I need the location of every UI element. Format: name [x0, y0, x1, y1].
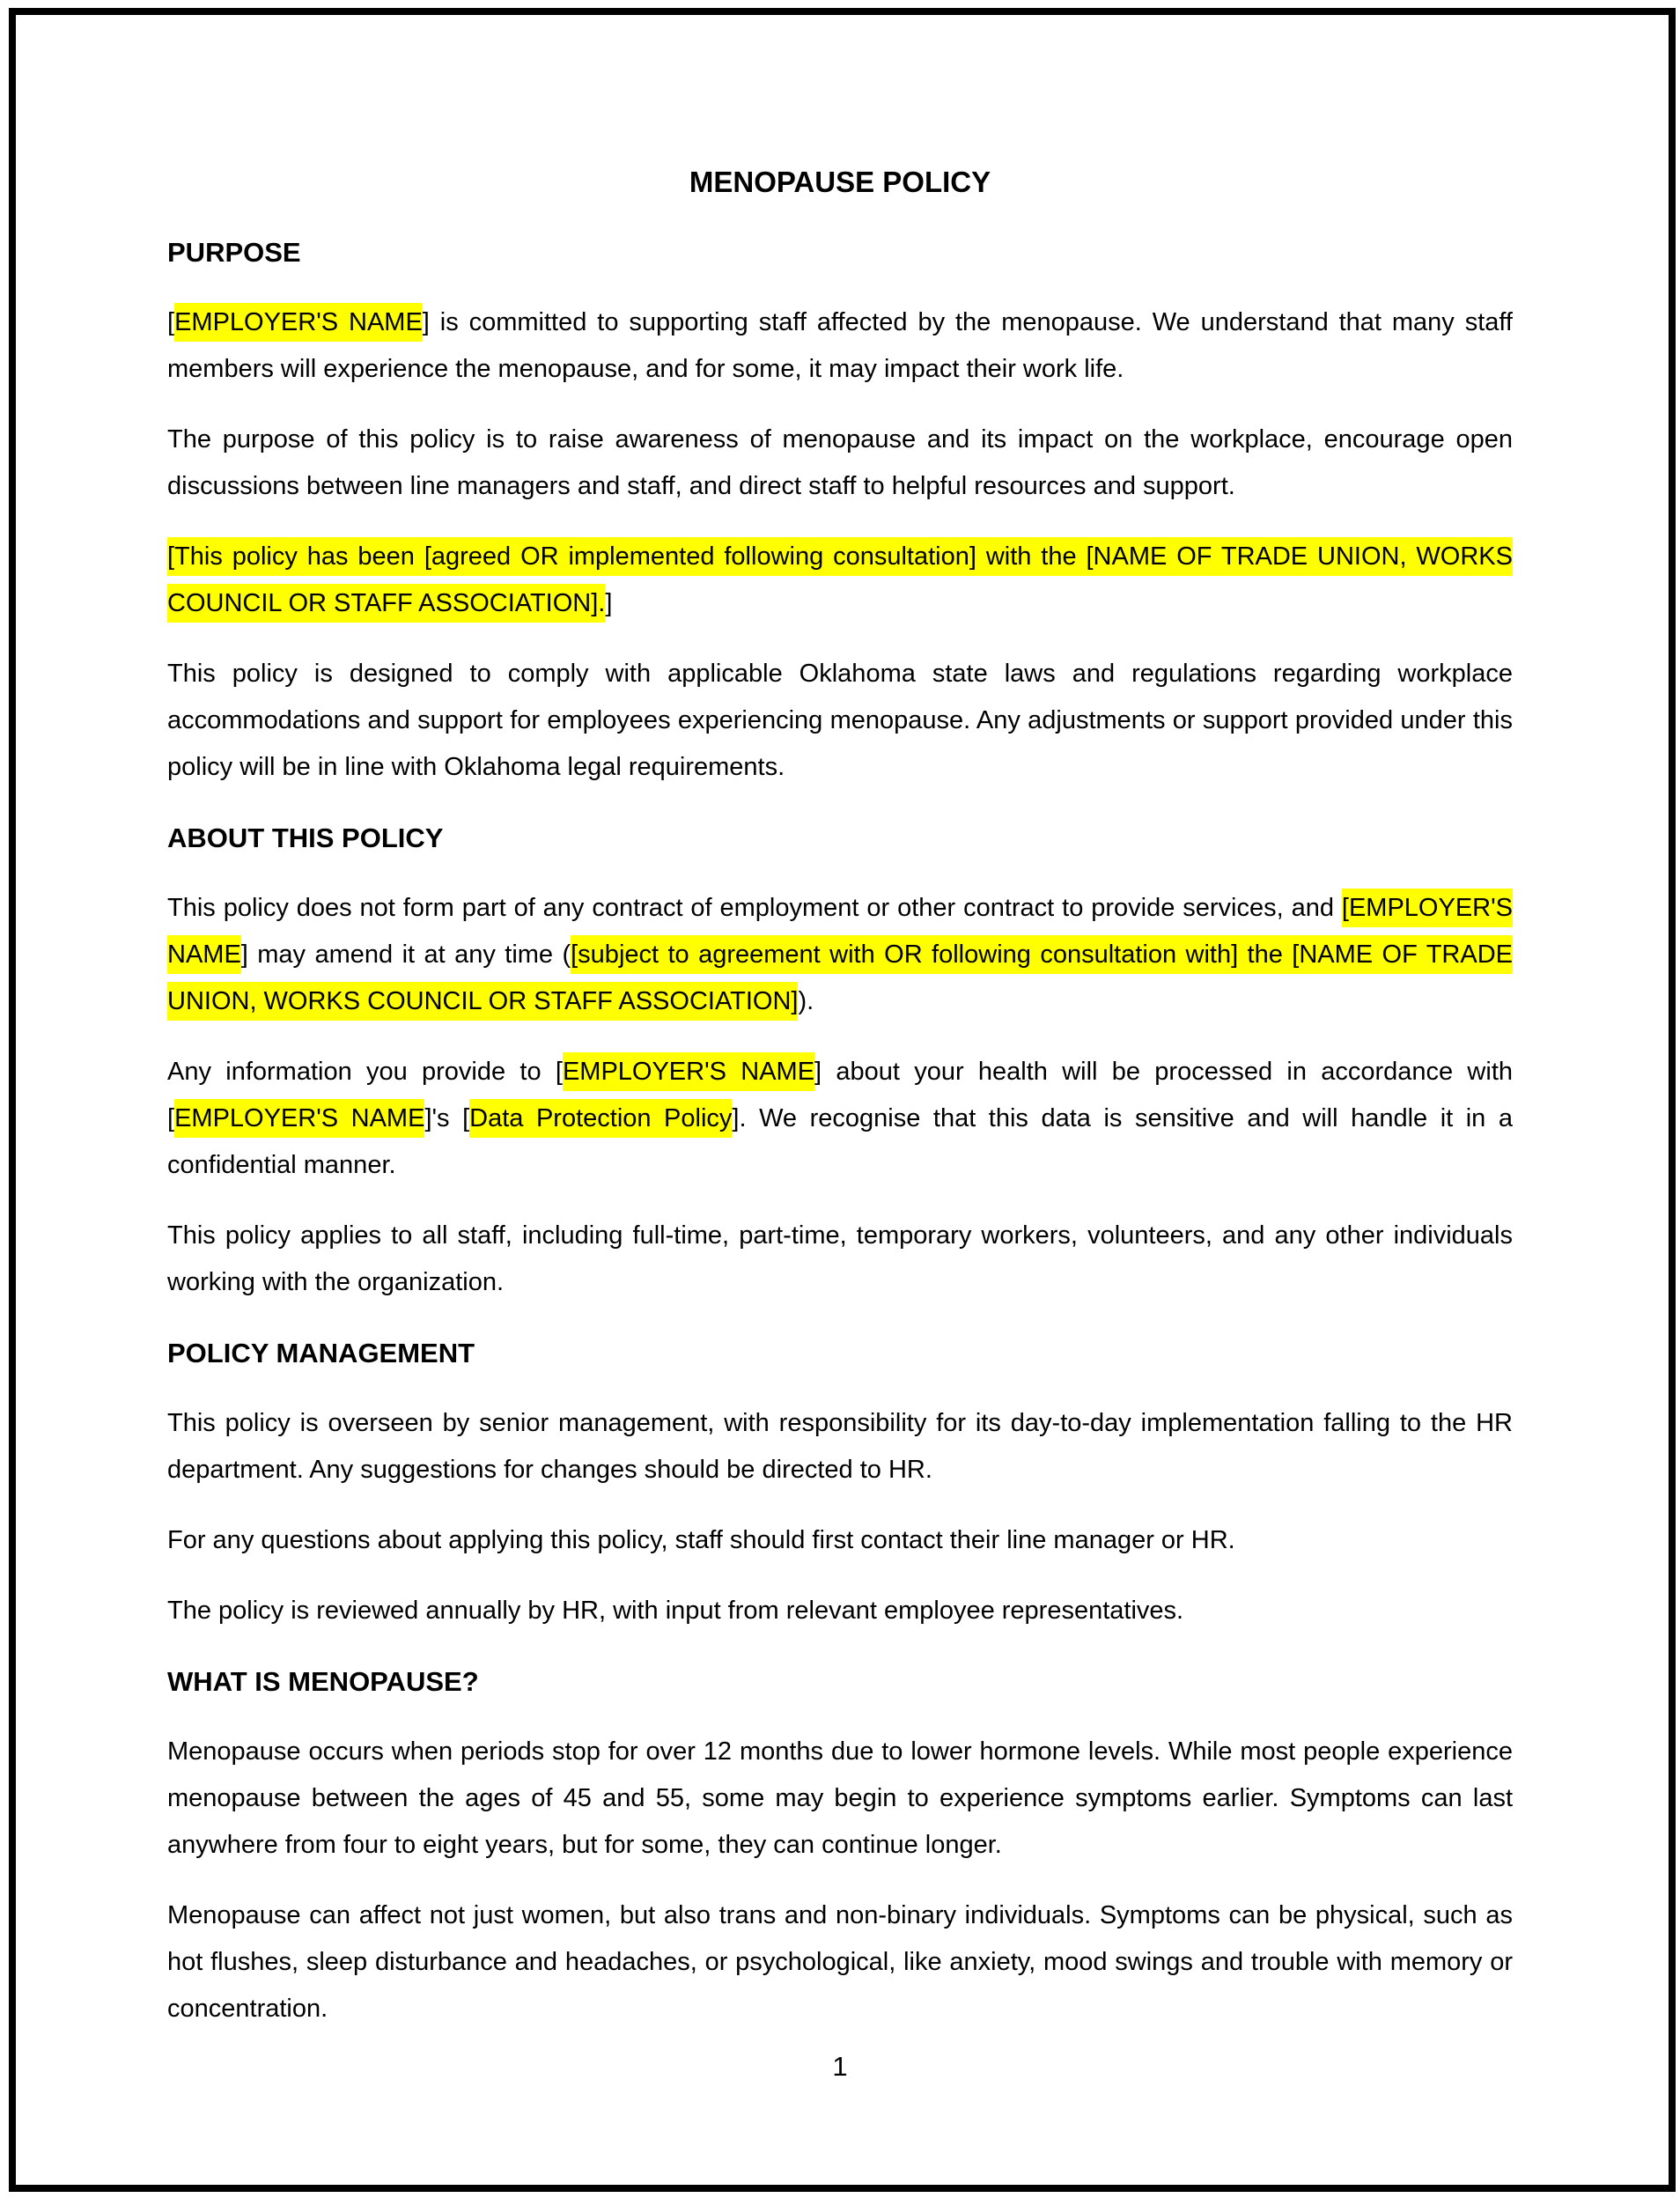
text-run: The purpose of this policy is to raise awareness of menopause and its impact on the workplace, encourage open discussions between line managers and staff, and direct staff to helpful resources and support. — [167, 425, 1513, 500]
text-run: The policy is reviewed annually by HR, with input from relevant employee representatives. — [167, 1597, 1184, 1625]
paragraph — [167, 1213, 1513, 1306]
text-run: This policy is designed to comply with applicable Oklahoma state laws and regulations regarding workplace accommodations and support for employees experiencing menopause. Any adjustments or support provided under this policy will be in line with Oklahoma legal requirements. — [167, 660, 1513, 781]
section-heading: WHAT IS MENOPAUSE? — [167, 1666, 479, 1697]
text-run: ] is committed to supporting staff affected by the menopause. We understand that many staff members will experience the menopause, and for some, it may impact their work life. — [167, 308, 1513, 383]
highlighted-text: [subject to agreement with OR following consultation with] the [NAME OF TRADE UNION, WORKS COUNCIL OR STAFF ASSOCIATION] — [167, 935, 1513, 1021]
paragraph — [167, 1588, 1513, 1634]
paragraph — [167, 1729, 1513, 1869]
highlighted-text: [This policy has been [agreed OR implemented following consultation] with the [NAME OF TRADE UNION, WORKS COUNCIL OR STAFF ASSOCIATION]. — [167, 537, 1513, 623]
text-run: ] — [605, 589, 613, 617]
text-run: ]'s [ — [424, 1104, 470, 1132]
text-run: ] about your health will be processed in accordance with [ — [167, 1058, 1514, 1132]
document-body — [167, 159, 1513, 2056]
highlighted-text: EMPLOYER'S NAME — [174, 303, 423, 342]
highlighted-text: [EMPLOYER'S NAME — [167, 889, 1513, 974]
document-title: MENOPAUSE POLICY — [689, 166, 991, 198]
page-number-footer: 1 — [832, 2051, 848, 2082]
paragraph — [167, 299, 1513, 393]
text-run: This policy applies to all staff, including full-time, part-time, temporary workers, volunteers, and any other individuals working with the organization. — [167, 1221, 1513, 1296]
document-content — [167, 229, 1513, 2032]
text-run: ). — [798, 987, 814, 1015]
text-run: [ — [167, 308, 175, 336]
paragraph — [167, 417, 1513, 510]
text-run: Any information you provide to [ — [167, 1058, 563, 1086]
paragraph — [167, 1517, 1513, 1564]
paragraph — [167, 1400, 1513, 1494]
section-heading: PURPOSE — [167, 237, 301, 268]
paragraph — [167, 534, 1513, 627]
text-run: Menopause occurs when periods stop for over 12 months due to lower hormone levels. While most people experience menopause between the ages of 45 and 55, some may begin to experience symptoms earlier. Symptoms can last anywhere from four to eight years, but for some, they can continue longer. — [167, 1737, 1513, 1859]
paragraph — [167, 885, 1513, 1025]
highlighted-text: EMPLOYER'S NAME — [174, 1099, 424, 1138]
section-heading: POLICY MANAGEMENT — [167, 1338, 475, 1368]
paragraph — [167, 651, 1513, 791]
text-run: This policy is overseen by senior management, with responsibility for its day-to-day implementation falling to the HR department. Any suggestions for changes should be directed to HR. — [167, 1409, 1513, 1484]
highlighted-text: EMPLOYER'S NAME — [563, 1052, 814, 1091]
paragraph — [167, 1892, 1513, 2032]
text-run: This policy does not form part of any contract of employment or other contract to provide services, and — [167, 894, 1342, 922]
paragraph — [167, 1049, 1513, 1189]
text-run: For any questions about applying this policy, staff should first contact their line manager or HR. — [167, 1526, 1235, 1554]
highlighted-text: Data Protection Policy — [469, 1099, 732, 1138]
section-heading: ABOUT THIS POLICY — [167, 822, 444, 853]
text-run: ]. We recognise that this data is sensitive and will handle it in a confidential manner. — [167, 1104, 1513, 1179]
text-run: ] may amend it at any time ( — [240, 940, 571, 969]
text-run: Menopause can affect not just women, but also trans and non-binary individuals. Symptoms can be physical, such as hot flushes, sleep disturbance and headaches, or psychological, like anxiety, mood swings and trouble with memory or concentration. — [167, 1901, 1513, 2023]
